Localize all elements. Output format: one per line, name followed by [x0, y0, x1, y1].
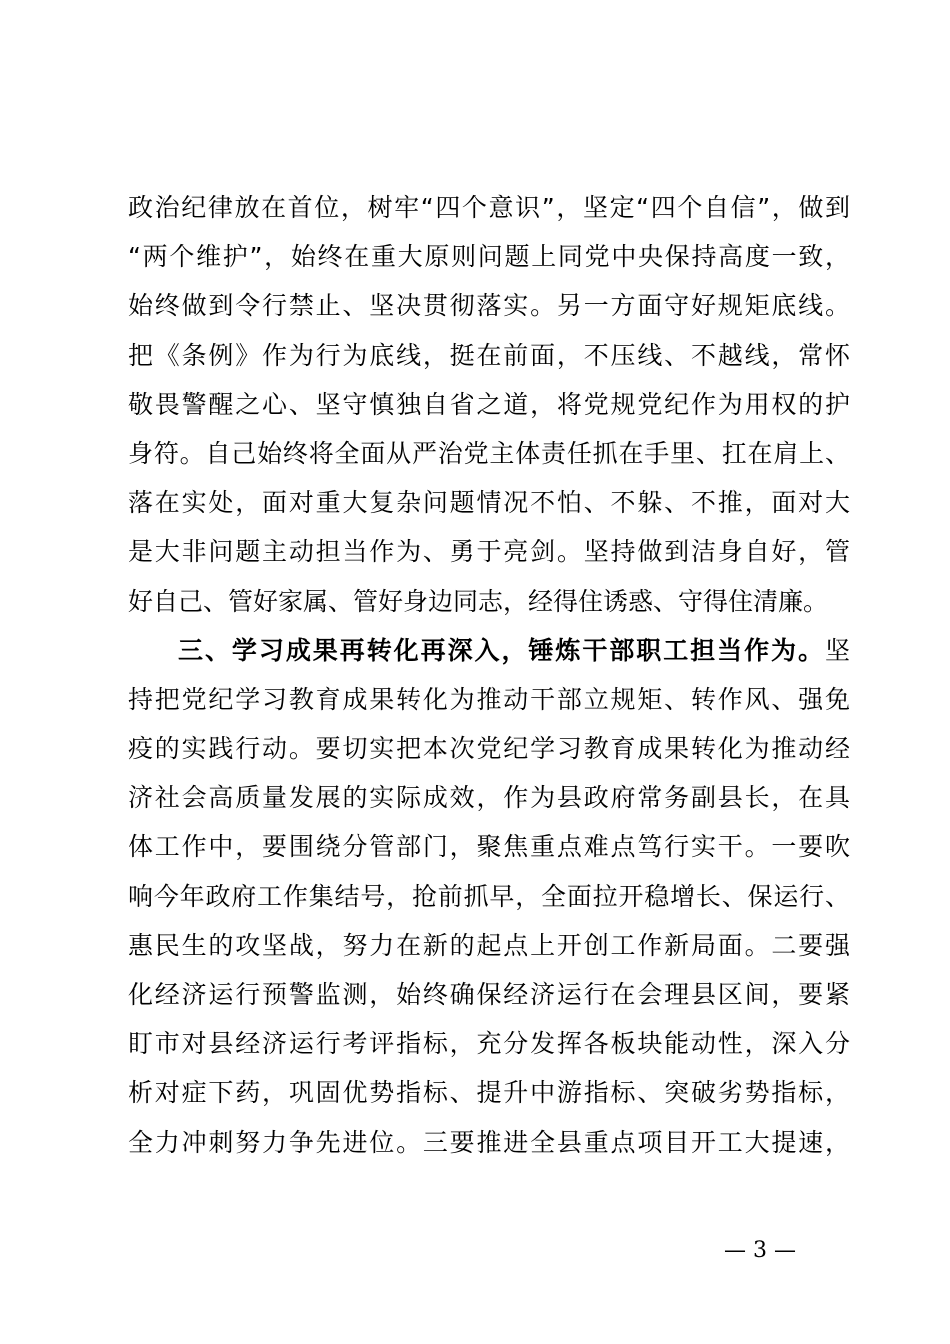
- body-text: [128, 183, 850, 1167]
- paragraph-line: 持把党纪学习教育成果转化为推动干部立规矩、转作风、强免: [128, 684, 850, 714]
- paragraph-line: 盯市对县经济运行考评指标，充分发挥各板块能动性，深入分: [128, 1029, 850, 1059]
- paragraph-line: 是大非问题主动担当作为、勇于亮剑。坚持做到洁身自好，管: [128, 537, 850, 567]
- paragraph-line: 身符。自己始终将全面从严治党主体责任抓在手里、扛在肩上、: [128, 438, 850, 468]
- paragraph-line: 政治纪律放在首位，树牢“四个意识”，坚定“四个自信”，做到: [128, 193, 850, 222]
- paragraph-line: 体工作中，要围绕分管部门，聚焦重点难点笃行实干。一要吹: [128, 832, 850, 862]
- paragraph-line: 疫的实践行动。要切实把本次党纪学习教育成果转化为推动经: [128, 734, 850, 764]
- section-heading-line: [128, 626, 850, 675]
- paragraph-line: 析对症下药，巩固优势指标、提升中游指标、突破劣势指标，: [128, 1078, 850, 1108]
- paragraph-text: 坚: [824, 635, 850, 665]
- paragraph-line: “两个维护”，始终在重大原则问题上同党中央保持高度一致，: [128, 242, 850, 272]
- paragraph-line: 惠民生的攻坚战，努力在新的起点上开创工作新局面。二要强: [128, 930, 850, 960]
- section-heading: 三、学习成果再转化再深入，锤炼干部职工担当作为。: [178, 635, 825, 665]
- page-number: — 3 —: [724, 1238, 796, 1263]
- paragraph-line: 把《条例》作为行为底线，挺在前面，不压线、不越线，常怀: [128, 340, 850, 370]
- paragraph-line: 好自己、管好家属、管好身边同志，经得住诱惑、守得住清廉。: [128, 586, 829, 616]
- paragraph-line: 落在实处，面对重大复杂问题情况不怕、不躲、不推，面对大: [128, 488, 850, 518]
- paragraph-line: 始终做到令行禁止、坚决贯彻落实。另一方面守好规矩底线。: [128, 291, 850, 321]
- paragraph-line: 全力冲刺努力争先进位。三要推进全县重点项目开工大提速，: [128, 1127, 850, 1157]
- paragraph-line: 化经济运行预警监测，始终确保经济运行在会理县区间，要紧: [128, 980, 850, 1009]
- paragraph-line: 济社会高质量发展的实际成效，作为县政府常务副县长，在具: [128, 783, 850, 813]
- paragraph-line: 响今年政府工作集结号，抢前抓早，全面拉开稳增长、保运行、: [128, 881, 850, 911]
- paragraph-line: 敬畏警醒之心、坚守慎独自省之道，将党规党纪作为用权的护: [128, 389, 850, 419]
